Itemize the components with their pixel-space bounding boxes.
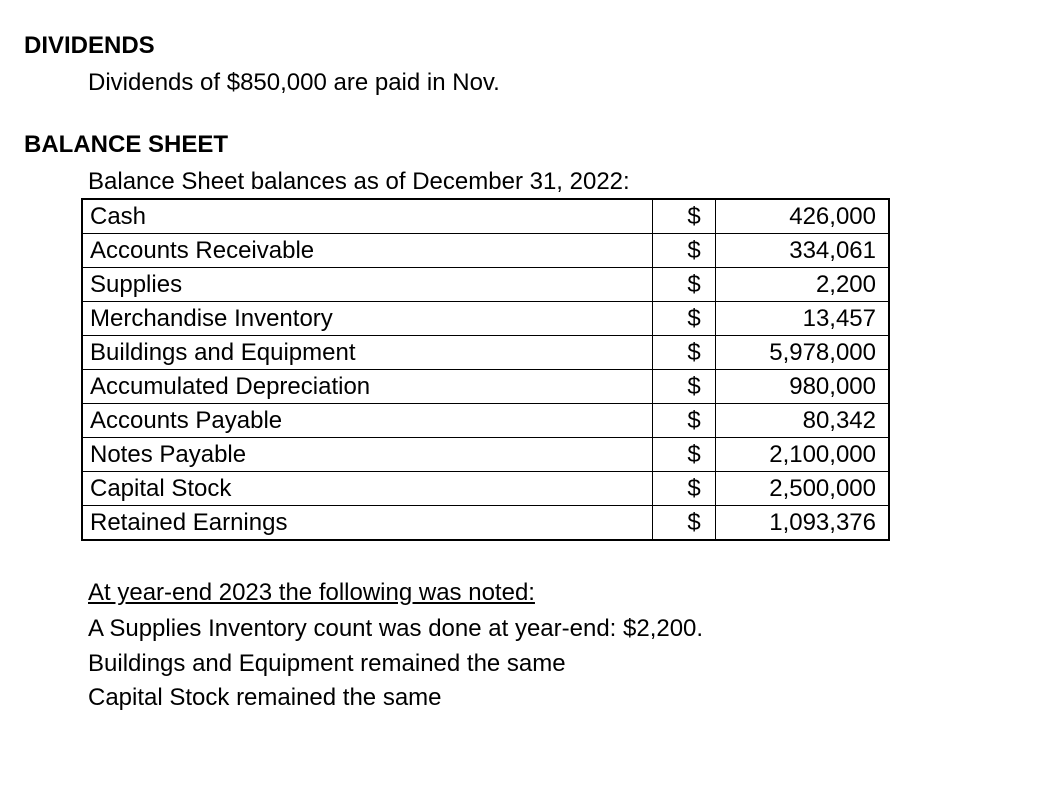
account-label: Accounts Receivable — [82, 234, 653, 268]
account-label: Supplies — [82, 268, 653, 302]
balance-sheet-caption: Balance Sheet balances as of December 31, 2022: — [88, 168, 630, 195]
table-row — [82, 234, 889, 268]
account-amount: 80,342 — [716, 404, 890, 438]
account-amount: 980,000 — [716, 370, 890, 404]
table-row — [82, 438, 889, 472]
account-label: Capital Stock — [82, 472, 653, 506]
balance-sheet-table — [81, 198, 890, 541]
account-amount: 426,000 — [716, 199, 890, 234]
currency-symbol: $ — [653, 199, 716, 234]
table-row — [82, 302, 889, 336]
currency-symbol: $ — [653, 370, 716, 404]
balance-sheet-heading: BALANCE SHEET — [24, 131, 229, 158]
account-label: Merchandise Inventory — [82, 302, 653, 336]
note-item: Capital Stock remained the same — [88, 684, 442, 711]
table-row — [82, 199, 889, 234]
currency-symbol: $ — [653, 472, 716, 506]
currency-symbol: $ — [653, 404, 716, 438]
currency-symbol: $ — [653, 268, 716, 302]
table-row — [82, 506, 889, 541]
account-label: Cash — [82, 199, 653, 234]
dividends-text: Dividends of $850,000 are paid in Nov. — [88, 69, 500, 96]
account-label: Accounts Payable — [82, 404, 653, 438]
account-amount: 2,200 — [716, 268, 890, 302]
currency-symbol: $ — [653, 302, 716, 336]
account-amount: 2,500,000 — [716, 472, 890, 506]
table-row — [82, 472, 889, 506]
account-label: Accumulated Depreciation — [82, 370, 653, 404]
account-label: Retained Earnings — [82, 506, 653, 541]
dividends-heading: DIVIDENDS — [24, 32, 155, 59]
account-amount: 334,061 — [716, 234, 890, 268]
currency-symbol: $ — [653, 506, 716, 541]
account-amount: 2,100,000 — [716, 438, 890, 472]
note-item: A Supplies Inventory count was done at year-end: $2,200. — [88, 615, 704, 642]
account-amount: 13,457 — [716, 302, 890, 336]
notes-heading: At year-end 2023 the following was noted: — [88, 579, 535, 606]
currency-symbol: $ — [653, 438, 716, 472]
table-row — [82, 370, 889, 404]
table-row — [82, 404, 889, 438]
account-label: Buildings and Equipment — [82, 336, 653, 370]
account-amount: 5,978,000 — [716, 336, 890, 370]
currency-symbol: $ — [653, 234, 716, 268]
currency-symbol: $ — [653, 336, 716, 370]
account-label: Notes Payable — [82, 438, 653, 472]
table-row — [82, 336, 889, 370]
note-item: Buildings and Equipment remained the same — [88, 650, 566, 677]
table-row — [82, 268, 889, 302]
account-amount: 1,093,376 — [716, 506, 890, 541]
